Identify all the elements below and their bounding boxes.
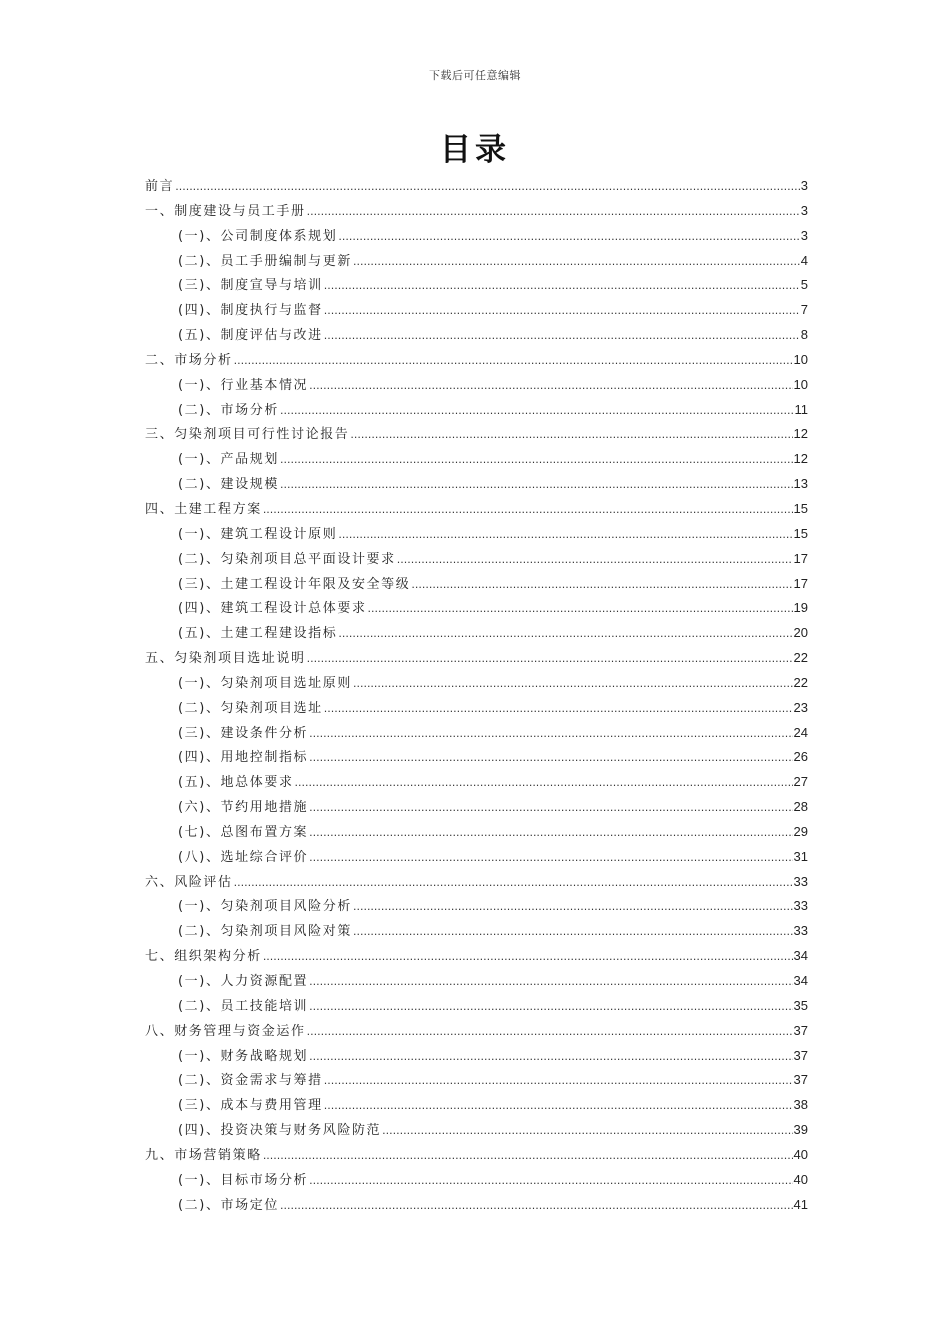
toc-entry-page-number: 27 (793, 774, 808, 790)
table-of-contents (145, 176, 808, 1219)
toc-entry-page-number: 23 (793, 699, 808, 715)
toc-entry-page-number: 3 (800, 202, 808, 218)
toc-entry[interactable] (145, 350, 808, 375)
toc-entry-label: (二)、匀染剂项目风险对策 (178, 924, 352, 940)
toc-entry[interactable] (145, 1021, 808, 1046)
dot-leader (309, 1047, 792, 1067)
toc-entry[interactable] (145, 325, 808, 350)
dot-leader (353, 674, 793, 694)
toc-entry-label: (六)、节约用地措施 (178, 800, 309, 816)
download-note: 下载后可任意编辑 (429, 69, 521, 82)
toc-entry-label: (二)、员工技能培训 (178, 998, 309, 1014)
toc-entry-page-number: 40 (793, 1146, 808, 1162)
toc-entry-page-number: 22 (793, 650, 808, 666)
dot-leader (353, 922, 793, 942)
toc-entry-label: 一、制度建设与员工手册 (145, 203, 306, 219)
toc-entry[interactable] (145, 698, 808, 723)
dot-leader (280, 1196, 793, 1216)
toc-entry[interactable] (145, 1120, 808, 1145)
toc-entry-label: (一)、匀染剂项目风险分析 (178, 899, 352, 915)
dot-leader (309, 823, 792, 843)
toc-entry-label: (八)、选址综合评价 (178, 849, 309, 865)
toc-entry-page-number: 15 (793, 525, 808, 541)
toc-entry[interactable] (145, 226, 808, 251)
dot-leader (353, 897, 793, 917)
toc-entry-page-number: 34 (793, 948, 808, 964)
toc-entry[interactable] (145, 1046, 808, 1071)
toc-entry-label: (七)、总图布置方案 (178, 824, 309, 840)
toc-entry[interactable] (145, 921, 808, 946)
toc-entry[interactable] (145, 201, 808, 226)
dot-leader (307, 1022, 793, 1042)
dot-leader (397, 550, 793, 570)
toc-entry-label: (二)、匀染剂项目选址 (178, 700, 323, 716)
dot-leader (353, 252, 800, 272)
toc-entry[interactable] (145, 251, 808, 276)
toc-entry-page-number: 37 (793, 1022, 808, 1038)
toc-entry[interactable] (145, 375, 808, 400)
toc-entry[interactable] (145, 747, 808, 772)
toc-entry[interactable] (145, 400, 808, 425)
dot-leader (324, 1071, 793, 1091)
dot-leader (175, 177, 800, 197)
toc-entry-page-number: 12 (793, 451, 808, 467)
dot-leader (324, 326, 800, 346)
toc-entry[interactable] (145, 1070, 808, 1095)
toc-entry-label: (二)、市场分析 (178, 402, 279, 418)
dot-leader (324, 276, 800, 296)
toc-entry-page-number: 28 (793, 799, 808, 815)
dot-leader (338, 624, 792, 644)
toc-entry-label: 六、风险评估 (145, 874, 233, 890)
toc-entry-label: (一)、人力资源配置 (178, 974, 309, 989)
toc-entry[interactable] (145, 996, 808, 1021)
toc-entry-page-number: 34 (793, 973, 808, 988)
dot-leader (350, 425, 792, 445)
toc-entry-label: (二)、市场定位 (178, 1197, 279, 1213)
dot-leader (411, 575, 792, 595)
dot-leader (382, 1121, 792, 1141)
toc-entry-page-number: 37 (793, 1047, 808, 1063)
dot-leader (234, 873, 793, 893)
toc-entry-page-number: 33 (793, 923, 808, 939)
toc-entry-label: 七、组织架构分析 (145, 949, 262, 965)
dot-leader (309, 376, 792, 396)
toc-entry[interactable] (145, 673, 808, 698)
toc-entry-label: (一)、财务战略规划 (178, 1048, 309, 1064)
toc-entry-page-number: 8 (800, 327, 808, 343)
toc-entry[interactable] (145, 449, 808, 474)
toc-entry-label: (一)、产品规划 (178, 452, 279, 468)
dot-leader (307, 202, 800, 222)
toc-entry-page-number: 40 (793, 1171, 808, 1187)
toc-entry-page-number: 29 (793, 823, 808, 839)
toc-entry-label: 四、土建工程方案 (145, 501, 262, 517)
toc-entry[interactable] (145, 772, 808, 797)
toc-entry[interactable] (145, 300, 808, 325)
toc-entry-label: (四)、投资决策与财务风险防范 (178, 1123, 382, 1139)
dot-leader (280, 401, 794, 421)
toc-entry[interactable] (145, 822, 808, 847)
toc-entry-page-number: 38 (793, 1097, 808, 1113)
dot-leader (309, 724, 792, 744)
toc-entry[interactable] (145, 474, 808, 499)
toc-entry[interactable] (145, 549, 808, 574)
toc-entry-label: 二、市场分析 (145, 352, 233, 368)
toc-entry-page-number: 15 (793, 500, 808, 516)
dot-leader (324, 1096, 793, 1116)
toc-entry-label: (二)、建设规模 (178, 477, 279, 493)
dot-leader (309, 997, 792, 1017)
toc-entry-label: (一)、建筑工程设计原则 (178, 526, 338, 542)
toc-entry-page-number: 17 (793, 550, 808, 566)
toc-entry[interactable] (145, 1195, 808, 1220)
toc-entry[interactable] (145, 623, 808, 648)
toc-entry-page-number: 35 (793, 997, 808, 1013)
toc-entry[interactable] (145, 872, 808, 897)
toc-entry-page-number: 19 (793, 600, 808, 616)
toc-entry-page-number: 5 (800, 277, 808, 293)
toc-entry-page-number: 12 (793, 426, 808, 442)
dot-leader (309, 972, 792, 992)
toc-entry-label: (五)、地总体要求 (178, 775, 294, 791)
toc-entry-label: (五)、土建工程建设指标 (178, 626, 338, 642)
toc-entry-page-number: 4 (800, 252, 808, 268)
toc-entry-page-number: 7 (800, 302, 808, 318)
toc-entry[interactable] (145, 574, 808, 599)
toc-entry-label: (四)、建筑工程设计总体要求 (178, 601, 367, 617)
toc-entry[interactable] (145, 1145, 808, 1170)
toc-entry-page-number: 3 (800, 227, 808, 243)
toc-entry[interactable] (145, 275, 808, 300)
toc-entry-page-number: 33 (793, 898, 808, 914)
toc-entry-page-number: 10 (793, 376, 808, 392)
dot-leader (263, 1146, 793, 1166)
dot-leader (309, 848, 792, 868)
toc-entry-label: (三)、土建工程设计年限及安全等级 (178, 576, 411, 592)
toc-entry[interactable] (145, 797, 808, 822)
dot-leader (309, 798, 792, 818)
toc-entry-page-number: 17 (793, 575, 808, 591)
toc-entry-page-number: 37 (793, 1072, 808, 1088)
toc-entry-label: 八、财务管理与资金运作 (145, 1023, 306, 1039)
toc-title: 目录 (440, 132, 510, 168)
toc-entry[interactable] (145, 499, 808, 524)
dot-leader (263, 500, 793, 520)
toc-entry-label: (三)、制度宣导与培训 (178, 278, 323, 294)
dot-leader (263, 947, 793, 967)
toc-entry-label: (五)、制度评估与改进 (178, 328, 323, 344)
dot-leader (280, 450, 793, 470)
toc-entry-label: (一)、公司制度体系规划 (178, 228, 338, 244)
toc-entry-page-number: 39 (793, 1122, 808, 1138)
toc-entry-label: (一)、行业基本情况 (178, 377, 309, 393)
toc-entry-page-number: 20 (793, 625, 808, 641)
toc-entry[interactable] (145, 723, 808, 748)
toc-entry[interactable] (145, 1170, 808, 1195)
toc-entry-page-number: 26 (793, 749, 808, 765)
toc-entry[interactable] (145, 971, 808, 996)
toc-entry-label: (三)、建设条件分析 (178, 725, 309, 741)
toc-entry-label: 前言 (145, 179, 175, 194)
toc-entry-label: (二)、员工手册编制与更新 (178, 253, 352, 269)
toc-entry-page-number: 10 (793, 351, 808, 367)
toc-entry-label: (一)、匀染剂项目选址原则 (178, 675, 352, 691)
toc-entry-page-number: 3 (800, 178, 808, 193)
toc-entry-label: (二)、资金需求与筹措 (178, 1073, 323, 1089)
toc-entry[interactable] (145, 847, 808, 872)
toc-entry[interactable] (145, 176, 808, 201)
toc-entry-page-number: 13 (793, 476, 808, 492)
toc-entry[interactable] (145, 648, 808, 673)
dot-leader (309, 1171, 792, 1191)
toc-entry-page-number: 33 (793, 873, 808, 889)
toc-entry[interactable] (145, 424, 808, 449)
dot-leader (309, 748, 792, 768)
toc-entry[interactable] (145, 598, 808, 623)
toc-entry-page-number: 22 (793, 674, 808, 690)
toc-entry-page-number: 41 (793, 1196, 808, 1212)
dot-leader (234, 351, 793, 371)
dot-leader (338, 525, 792, 545)
dot-leader (324, 301, 800, 321)
toc-entry-page-number: 31 (793, 848, 808, 864)
toc-entry-label: (四)、用地控制指标 (178, 750, 309, 766)
toc-entry[interactable] (145, 1095, 808, 1120)
toc-entry-page-number: 11 (794, 401, 808, 417)
toc-entry-page-number: 24 (793, 724, 808, 740)
toc-entry-label: (四)、制度执行与监督 (178, 303, 323, 319)
dot-leader (307, 649, 793, 669)
toc-entry[interactable] (145, 524, 808, 549)
dot-leader (368, 599, 793, 619)
toc-entry[interactable] (145, 896, 808, 921)
toc-entry-label: 三、匀染剂项目可行性讨论报告 (145, 427, 350, 443)
dot-leader (295, 773, 793, 793)
toc-entry[interactable] (145, 946, 808, 971)
toc-entry-label: (二)、匀染剂项目总平面设计要求 (178, 551, 396, 567)
dot-leader (324, 699, 793, 719)
toc-entry-label: 九、市场营销策略 (145, 1147, 262, 1163)
toc-entry-label: (一)、目标市场分析 (178, 1172, 309, 1188)
dot-leader (338, 227, 799, 247)
toc-entry-label: 五、匀染剂项目选址说明 (145, 651, 306, 667)
dot-leader (280, 475, 793, 495)
toc-entry-label: (三)、成本与费用管理 (178, 1098, 323, 1114)
